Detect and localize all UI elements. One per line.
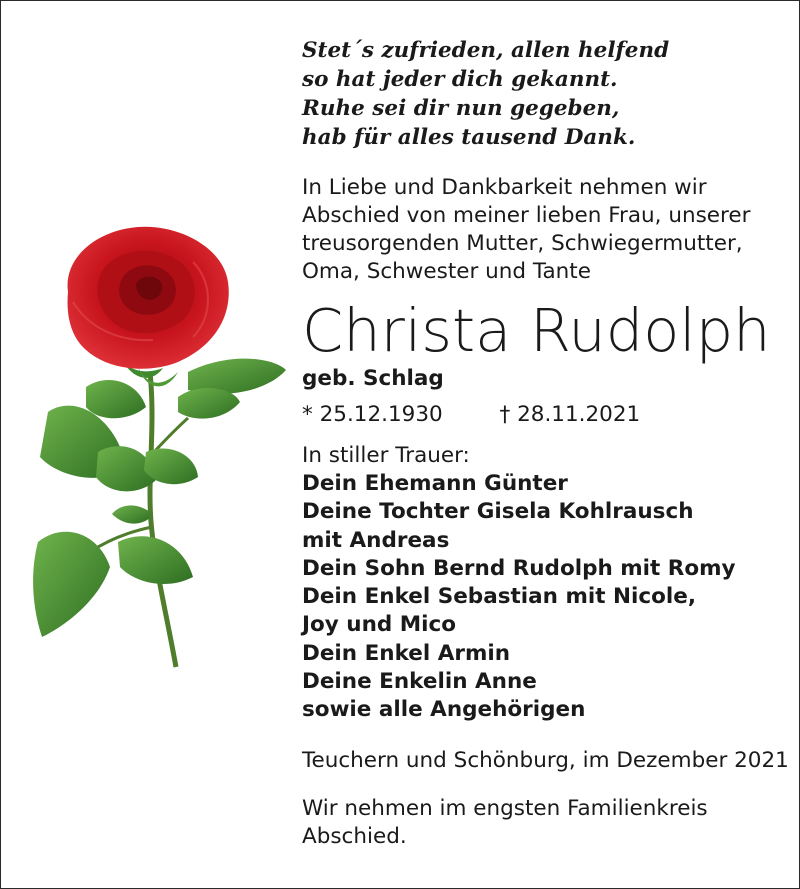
death-date: † 28.11.2021 (499, 402, 641, 427)
poem-line: Ruhe sei dir nun gegeben, (302, 96, 620, 121)
poem (302, 36, 782, 152)
poem-line: hab für alles tausend Dank. (302, 125, 636, 150)
closing-line: Abschied. (302, 823, 407, 849)
mourning-label: In stiller Trauer: (302, 443, 470, 468)
mourner-line: Dein Ehemann Günter (302, 471, 568, 496)
mourner-line: Dein Enkel Sebastian mit Nicole, (302, 584, 696, 610)
intro-line: treusorgenden Mutter, Schwiegermutter, (302, 231, 743, 256)
red-rose-image (28, 222, 290, 672)
mourner-line: Deine Enkelin Anne (302, 669, 537, 695)
notice-text (302, 36, 789, 851)
poem-line: so hat jeder dich gekannt. (302, 67, 618, 92)
deceased-name: Christa Rudolph (302, 296, 771, 365)
mourner-line: Dein Sohn Bernd Rudolph mit Romy (302, 555, 736, 581)
birth-date: * 25.12.1930 (302, 402, 443, 427)
mourner-line: Joy und Mico (302, 612, 457, 638)
life-dates (302, 400, 782, 430)
closing-line: Wir nehmen im engsten Familienkreis (302, 795, 708, 821)
mourner-line: Deine Tochter Gisela Kohlrausch (302, 499, 694, 525)
place-date: Teuchern und Schönburg, im Dezember 2021 (302, 747, 789, 773)
mourner-line: Dein Enkel Armin (302, 640, 511, 666)
intro-line: Abschied von meiner lieben Frau, unserer (302, 203, 751, 228)
intro-text (302, 174, 782, 286)
mourner-line: sowie alle Angehörigen (302, 697, 586, 723)
intro-line: In Liebe und Dankbarkeit nehmen wir (302, 175, 707, 200)
mourner-line: mit Andreas (302, 527, 450, 553)
closing-text (302, 795, 782, 851)
intro-line: Oma, Schwester und Tante (302, 259, 591, 284)
birth-name: geb. Schlag (302, 366, 444, 391)
mourners-list (302, 470, 782, 725)
poem-line: Stet´s zufrieden, allen helfend (302, 38, 670, 63)
